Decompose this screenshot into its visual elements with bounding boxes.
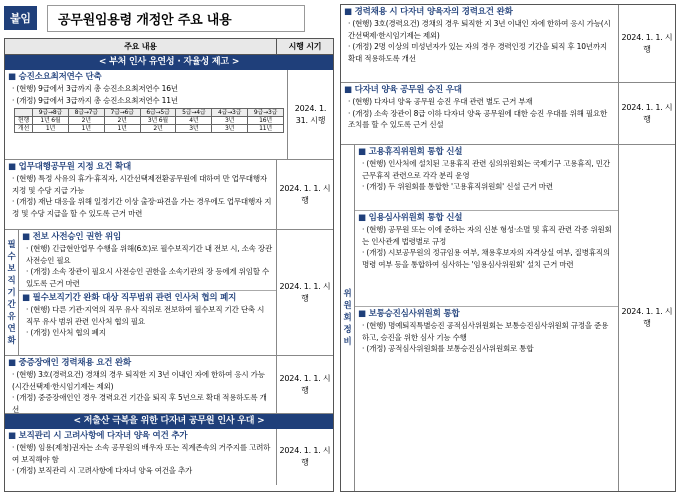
section-title: ■ 전보 사전승인 권한 위임 bbox=[22, 232, 121, 242]
row-career bbox=[341, 5, 675, 83]
category-tag: 필수보직기간 유연화 bbox=[5, 230, 19, 355]
section-title: ■ 임용심사위원회 통합 신설 bbox=[358, 213, 463, 223]
revised-item: · (개정) 인사처 협의 폐지 bbox=[26, 328, 106, 337]
mini-table-cell: 7급→6급 bbox=[104, 109, 140, 117]
revised-item: · (개정) 재난 대응을 위해 일정기간 이상 출장·파견을 가는 경우에도 업무대행자 지정 및 수당 지급을 할 수 있도록 근거 마련 bbox=[12, 197, 272, 218]
section-title: ■ 보통승진심사위원회 통합 bbox=[358, 309, 460, 319]
header-date: 시행 시기 bbox=[288, 42, 322, 51]
row-mandatory-term bbox=[5, 230, 333, 356]
revised-item: · (개정) 보직관리 시 고려사항에 다자녀 양육 여건을 추가 bbox=[12, 466, 193, 475]
revised-item: · (개정) 소속 장관이 8급 이하 다자녀 양육 공무원에 대한 승진 우대를 위해 필요한 조치를 할 수 있도록 근거 신설 bbox=[348, 108, 607, 129]
mini-table-cell: 8급→7급 bbox=[68, 109, 104, 117]
effective-date: 2024. 1. 1. 시행 bbox=[621, 307, 673, 328]
mini-table-cell: 6급→5급 bbox=[140, 109, 176, 117]
mini-table-cell: 3년 bbox=[212, 117, 248, 125]
row-promotion-pref bbox=[341, 83, 675, 145]
revised-item: · (개정) 중증장애인인 경우 경력요건 기간을 퇴직 후 5년으로 확대 적용하도록 개선 bbox=[12, 393, 267, 414]
section-title: ■ 다자녀 양육 공무원 승진 우대 bbox=[344, 85, 462, 95]
header bbox=[4, 4, 305, 32]
row-promotion bbox=[5, 70, 333, 160]
effective-date: 2024. 1. 31. 시행 bbox=[294, 103, 327, 125]
left-table bbox=[4, 38, 334, 492]
section-title: ■ 승진소요최저연수 단축 bbox=[8, 72, 102, 82]
revised-item: · (개정) 두 위원회를 통합한 '고용휴직위원회' 신설 근거 마련 bbox=[362, 182, 553, 191]
current-item: · (현행) 9급에서 3급까지 총 승진소요최저연수 16년 bbox=[12, 84, 178, 93]
mini-table-cell: 4급→3급 bbox=[212, 109, 248, 117]
page-title: 공무원임용령 개정안 주요 내용 bbox=[47, 5, 305, 32]
section-title: ■ 보직관리 시 고려사항에 다자녀 양육 여건 추가 bbox=[8, 431, 188, 441]
section-title: ■ 중증장애인 경력채용 요건 완화 bbox=[8, 358, 132, 368]
current-item: · (현행) 3호(경력요건) 경채의 경우 퇴직한 지 3년 이내인 자에 한하여 응시 가능(시간선택제·한시임기제는 제외) bbox=[348, 19, 611, 40]
mini-table-cell: 1년 bbox=[104, 125, 140, 133]
mini-table-cell: 3년 6월 bbox=[140, 117, 176, 125]
current-item: · (현행) 다자녀 양육 공무원 승진 우대 관련 별도 근거 부재 bbox=[348, 97, 533, 106]
mini-table-cell: 1년 6월 bbox=[33, 117, 69, 125]
header-content: 주요 내용 bbox=[5, 39, 277, 54]
mini-table-row bbox=[15, 117, 284, 125]
effective-date: 2024. 1. 1. 시행 bbox=[621, 32, 673, 54]
current-item: · (현행) 인사처에 설치된 고용휴직 관련 심의위원회는 국제기구 고용휴직, 민간근무휴직 관련으로 각각 분리 운영 bbox=[362, 159, 610, 180]
mini-table-cell: 2년 bbox=[104, 117, 140, 125]
current-item: · (현행) 긴급현안업무 수행을 위해(6호)로 필수보직기간 내 전보 시, 소속 장관 사전승인 필요 bbox=[26, 244, 272, 265]
section-title: ■ 고용휴직위원회 통합 신설 bbox=[358, 147, 463, 157]
band-multichild: < 저출산 극복을 위한 다자녀 공무원 인사 우대 > bbox=[5, 414, 333, 429]
mini-table-cell: 11년 bbox=[248, 125, 284, 133]
table-header bbox=[5, 39, 333, 55]
revised-item: · (개정) 9급에서 3급까지 총 승진소요최저연수 11년 bbox=[12, 95, 178, 105]
promotion-years-table bbox=[14, 108, 284, 133]
mini-table-row bbox=[15, 109, 284, 117]
attachment-badge: 붙임 bbox=[4, 6, 37, 30]
revised-item: · (개정) 2명 이상의 미성년자가 있는 자의 경우 경력인정 기간을 퇴직 후 10년까지 확대 적용하도록 개선 bbox=[348, 42, 607, 63]
section-title: ■ 업무대행공무원 지정 요건 확대 bbox=[8, 162, 132, 172]
current-item: · (현행) 공무원 또는 이에 준하는 자의 신분 형성·소멸 및 휴직 관련 각종 위원회는 인사관계 법령별로 규정 bbox=[362, 225, 612, 246]
mini-table-cell: 2년 bbox=[140, 125, 176, 133]
mini-table-cell: 4년 bbox=[176, 117, 212, 125]
effective-date: 2024. 1. 1. 시행 bbox=[279, 446, 331, 467]
effective-date: 2024. 1. 1. 시행 bbox=[279, 373, 331, 395]
current-item: · (현행) 명예퇴직특별승진 공적심사위원회는 보통승진심사위원회 규정을 준용하고, 승진을 위한 심사 기능 수행 bbox=[362, 321, 609, 342]
mini-table-cell: 9급→3급 bbox=[248, 109, 284, 117]
effective-date: 2024. 1. 1. 시행 bbox=[621, 102, 673, 124]
mini-table-cell: 16년 bbox=[248, 117, 284, 125]
band-flexibility: < 부처 인사 유연성 · 자율성 제고 > bbox=[5, 55, 333, 70]
row-assignment bbox=[5, 429, 333, 485]
mini-table-cell: 개선 bbox=[15, 125, 33, 133]
current-item: · (현행) 3호(경력요건) 경채의 경우 퇴직한 지 3년 이내인 자에 한하여 응시 가능(시간선택제·한시임기제는 제외) bbox=[12, 370, 265, 391]
mini-table-cell: 9급→8급 bbox=[33, 109, 69, 117]
mini-table-cell: 1년 bbox=[68, 125, 104, 133]
revised-item: · (개정) 시보공무원의 정규임용 여부, 채용후보자의 자격상실 여부, 질병휴직의 명령 여부 등을 통합하여 심사하는 '임용심사위원회' 설치 근거 마련 bbox=[362, 248, 610, 269]
mini-table-cell: 3년 bbox=[212, 125, 248, 133]
mini-table-cell: 2년 bbox=[68, 117, 104, 125]
mini-table-cell: 현행 bbox=[15, 117, 33, 125]
mini-table-row bbox=[15, 125, 284, 133]
mini-table-cell: 5급→4급 bbox=[176, 109, 212, 117]
category-tag: 위원회 정비 bbox=[341, 145, 355, 491]
revised-item: · (개정) 소속 장관이 필요시 사전승인 권한을 소속기관의 장 등에게 위임할 수 있도록 근거 마련 bbox=[26, 267, 270, 288]
section-title: ■ 경력채용 시 다자녀 양육자의 경력요건 완화 bbox=[344, 7, 513, 17]
mini-table-cell: 3년 bbox=[176, 125, 212, 133]
mini-table-cell bbox=[15, 109, 33, 117]
mini-table-cell: 1년 bbox=[33, 125, 69, 133]
section-title: ■ 필수보직기간 완화 대상 직무범위 관련 인사처 협의 폐지 bbox=[22, 293, 237, 303]
current-item: · (현행) 다른 기관·지역의 직무 유사 직위로 전보하여 필수보직 기간 단축 시 직무 유사 범위 관련 인사처 협의 필요 bbox=[26, 305, 265, 326]
row-disabled bbox=[5, 356, 333, 414]
effective-date: 2024. 1. 1. 시행 bbox=[279, 281, 331, 303]
effective-date: 2024. 1. 1. 시행 bbox=[279, 183, 331, 205]
right-table bbox=[340, 4, 676, 492]
current-item: · (현행) 특정 사유의 휴가·휴직자, 시간선택제전환공무원에 대하여 만 업무대행자 지정 및 수당 지급 가능 bbox=[12, 174, 267, 195]
revised-item: · (개정) 공적심사위원회를 보통승진심사위원회로 통합 bbox=[362, 344, 534, 353]
row-acting bbox=[5, 160, 333, 230]
current-item: · (현행) 임용(제청)권자는 소속 공무원의 배우자 또는 직계존속의 거주지를 고려하여 보직해야 함 bbox=[12, 443, 271, 464]
row-committees bbox=[341, 145, 675, 491]
